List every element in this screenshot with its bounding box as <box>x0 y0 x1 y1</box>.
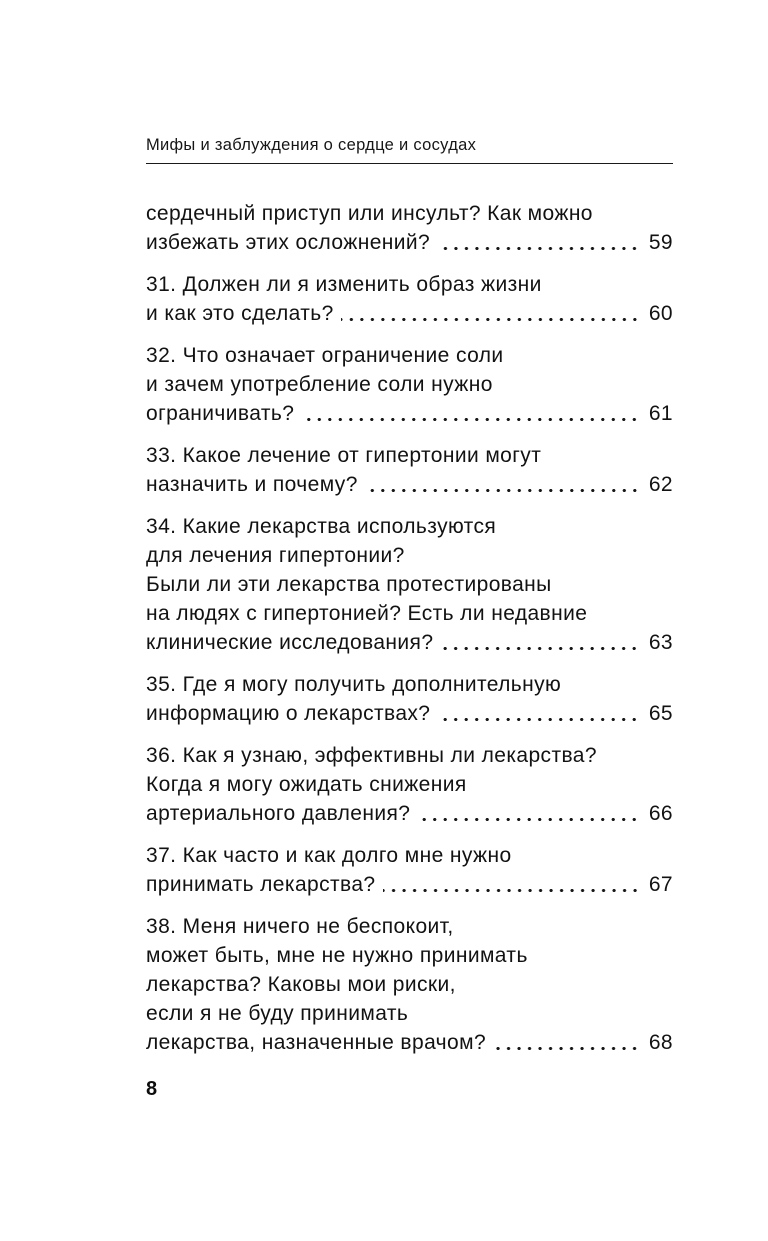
dot-leader <box>493 1028 642 1057</box>
toc-page-ref: 63 <box>648 631 673 654</box>
toc-line: Когда я могу ожидать снижения <box>146 773 467 796</box>
toc-line-with-page <box>146 799 673 828</box>
toc-line: 36. Как я узнаю, эффективны ли лекарства? <box>146 744 597 767</box>
toc-entry <box>146 512 673 657</box>
dot-leader <box>383 870 642 899</box>
toc-entry <box>146 270 673 328</box>
toc-line-text: лекарства, назначенные врачом? <box>146 1031 487 1054</box>
dot-leader <box>365 470 642 499</box>
toc-line-text: принимать лекарства? <box>146 873 376 896</box>
toc-line: 33. Какое лечение от гипертонии могут <box>146 444 542 467</box>
toc-page-ref: 65 <box>648 702 673 725</box>
toc-line-with-page <box>146 628 673 657</box>
toc-line-with-page <box>146 870 673 899</box>
toc-line: Были ли эти лекарства протестированы <box>146 573 552 596</box>
toc-line: 38. Меня ничего не беспокоит, <box>146 915 454 938</box>
toc-line-with-page <box>146 299 673 328</box>
toc-entry <box>146 670 673 728</box>
toc-line-text: артериального давления? <box>146 802 411 825</box>
page-number: 8 <box>146 1078 158 1100</box>
toc-line-text: и как это сделать? <box>146 302 334 325</box>
toc-line: 32. Что означает ограничение соли <box>146 344 504 367</box>
toc-line-text: ограничивать? <box>146 402 295 425</box>
toc-entry <box>146 341 673 428</box>
toc-line: если я не буду принимать <box>146 1002 409 1025</box>
toc-line-with-page <box>146 1028 673 1057</box>
toc-entry <box>146 199 673 257</box>
toc-line-text: избежать этих осложнений? <box>146 231 431 254</box>
dot-leader <box>417 799 641 828</box>
table-of-contents <box>146 199 673 1057</box>
toc-line: 34. Какие лекарства используются <box>146 515 497 538</box>
toc-line: 35. Где я могу получить дополнительную <box>146 673 562 696</box>
toc-page-ref: 68 <box>648 1031 673 1054</box>
toc-page-ref: 60 <box>648 302 673 325</box>
running-header-text: Мифы и заблуждения о сердце и сосудах <box>146 136 477 154</box>
toc-page-ref: 67 <box>648 873 673 896</box>
toc-line: сердечный приступ или инсульт? Как можно <box>146 202 593 225</box>
toc-line-with-page <box>146 470 673 499</box>
toc-entry <box>146 912 673 1057</box>
dot-leader <box>341 299 642 328</box>
toc-page-ref: 59 <box>648 231 673 254</box>
toc-entry <box>146 441 673 499</box>
toc-line-text: назначить и почему? <box>146 473 358 496</box>
toc-line: и зачем употребление соли нужно <box>146 373 493 396</box>
toc-line: 31. Должен ли я изменить образ жизни <box>146 273 542 296</box>
toc-line-text: информацию о лекарствах? <box>146 702 431 725</box>
toc-line: для лечения гипертонии? <box>146 544 405 567</box>
dot-leader <box>301 399 642 428</box>
toc-line-text: клинические исследования? <box>146 631 434 654</box>
toc-page-ref: 66 <box>648 802 673 825</box>
toc-entry <box>146 841 673 899</box>
toc-line: на людях с гипертонией? Есть ли недавние <box>146 602 588 625</box>
dot-leader <box>437 228 642 257</box>
dot-leader <box>437 699 641 728</box>
running-header <box>146 135 673 164</box>
toc-line-with-page <box>146 699 673 728</box>
toc-page-ref: 61 <box>648 402 673 425</box>
toc-page-ref: 62 <box>648 473 673 496</box>
toc-line-with-page <box>146 399 673 428</box>
toc-entry <box>146 741 673 828</box>
dot-leader <box>440 628 641 657</box>
toc-line: 37. Как часто и как долго мне нужно <box>146 844 512 867</box>
toc-line: может быть, мне не нужно принимать <box>146 944 528 967</box>
toc-line: лекарства? Каковы мои риски, <box>146 973 456 996</box>
toc-line-with-page <box>146 228 673 257</box>
